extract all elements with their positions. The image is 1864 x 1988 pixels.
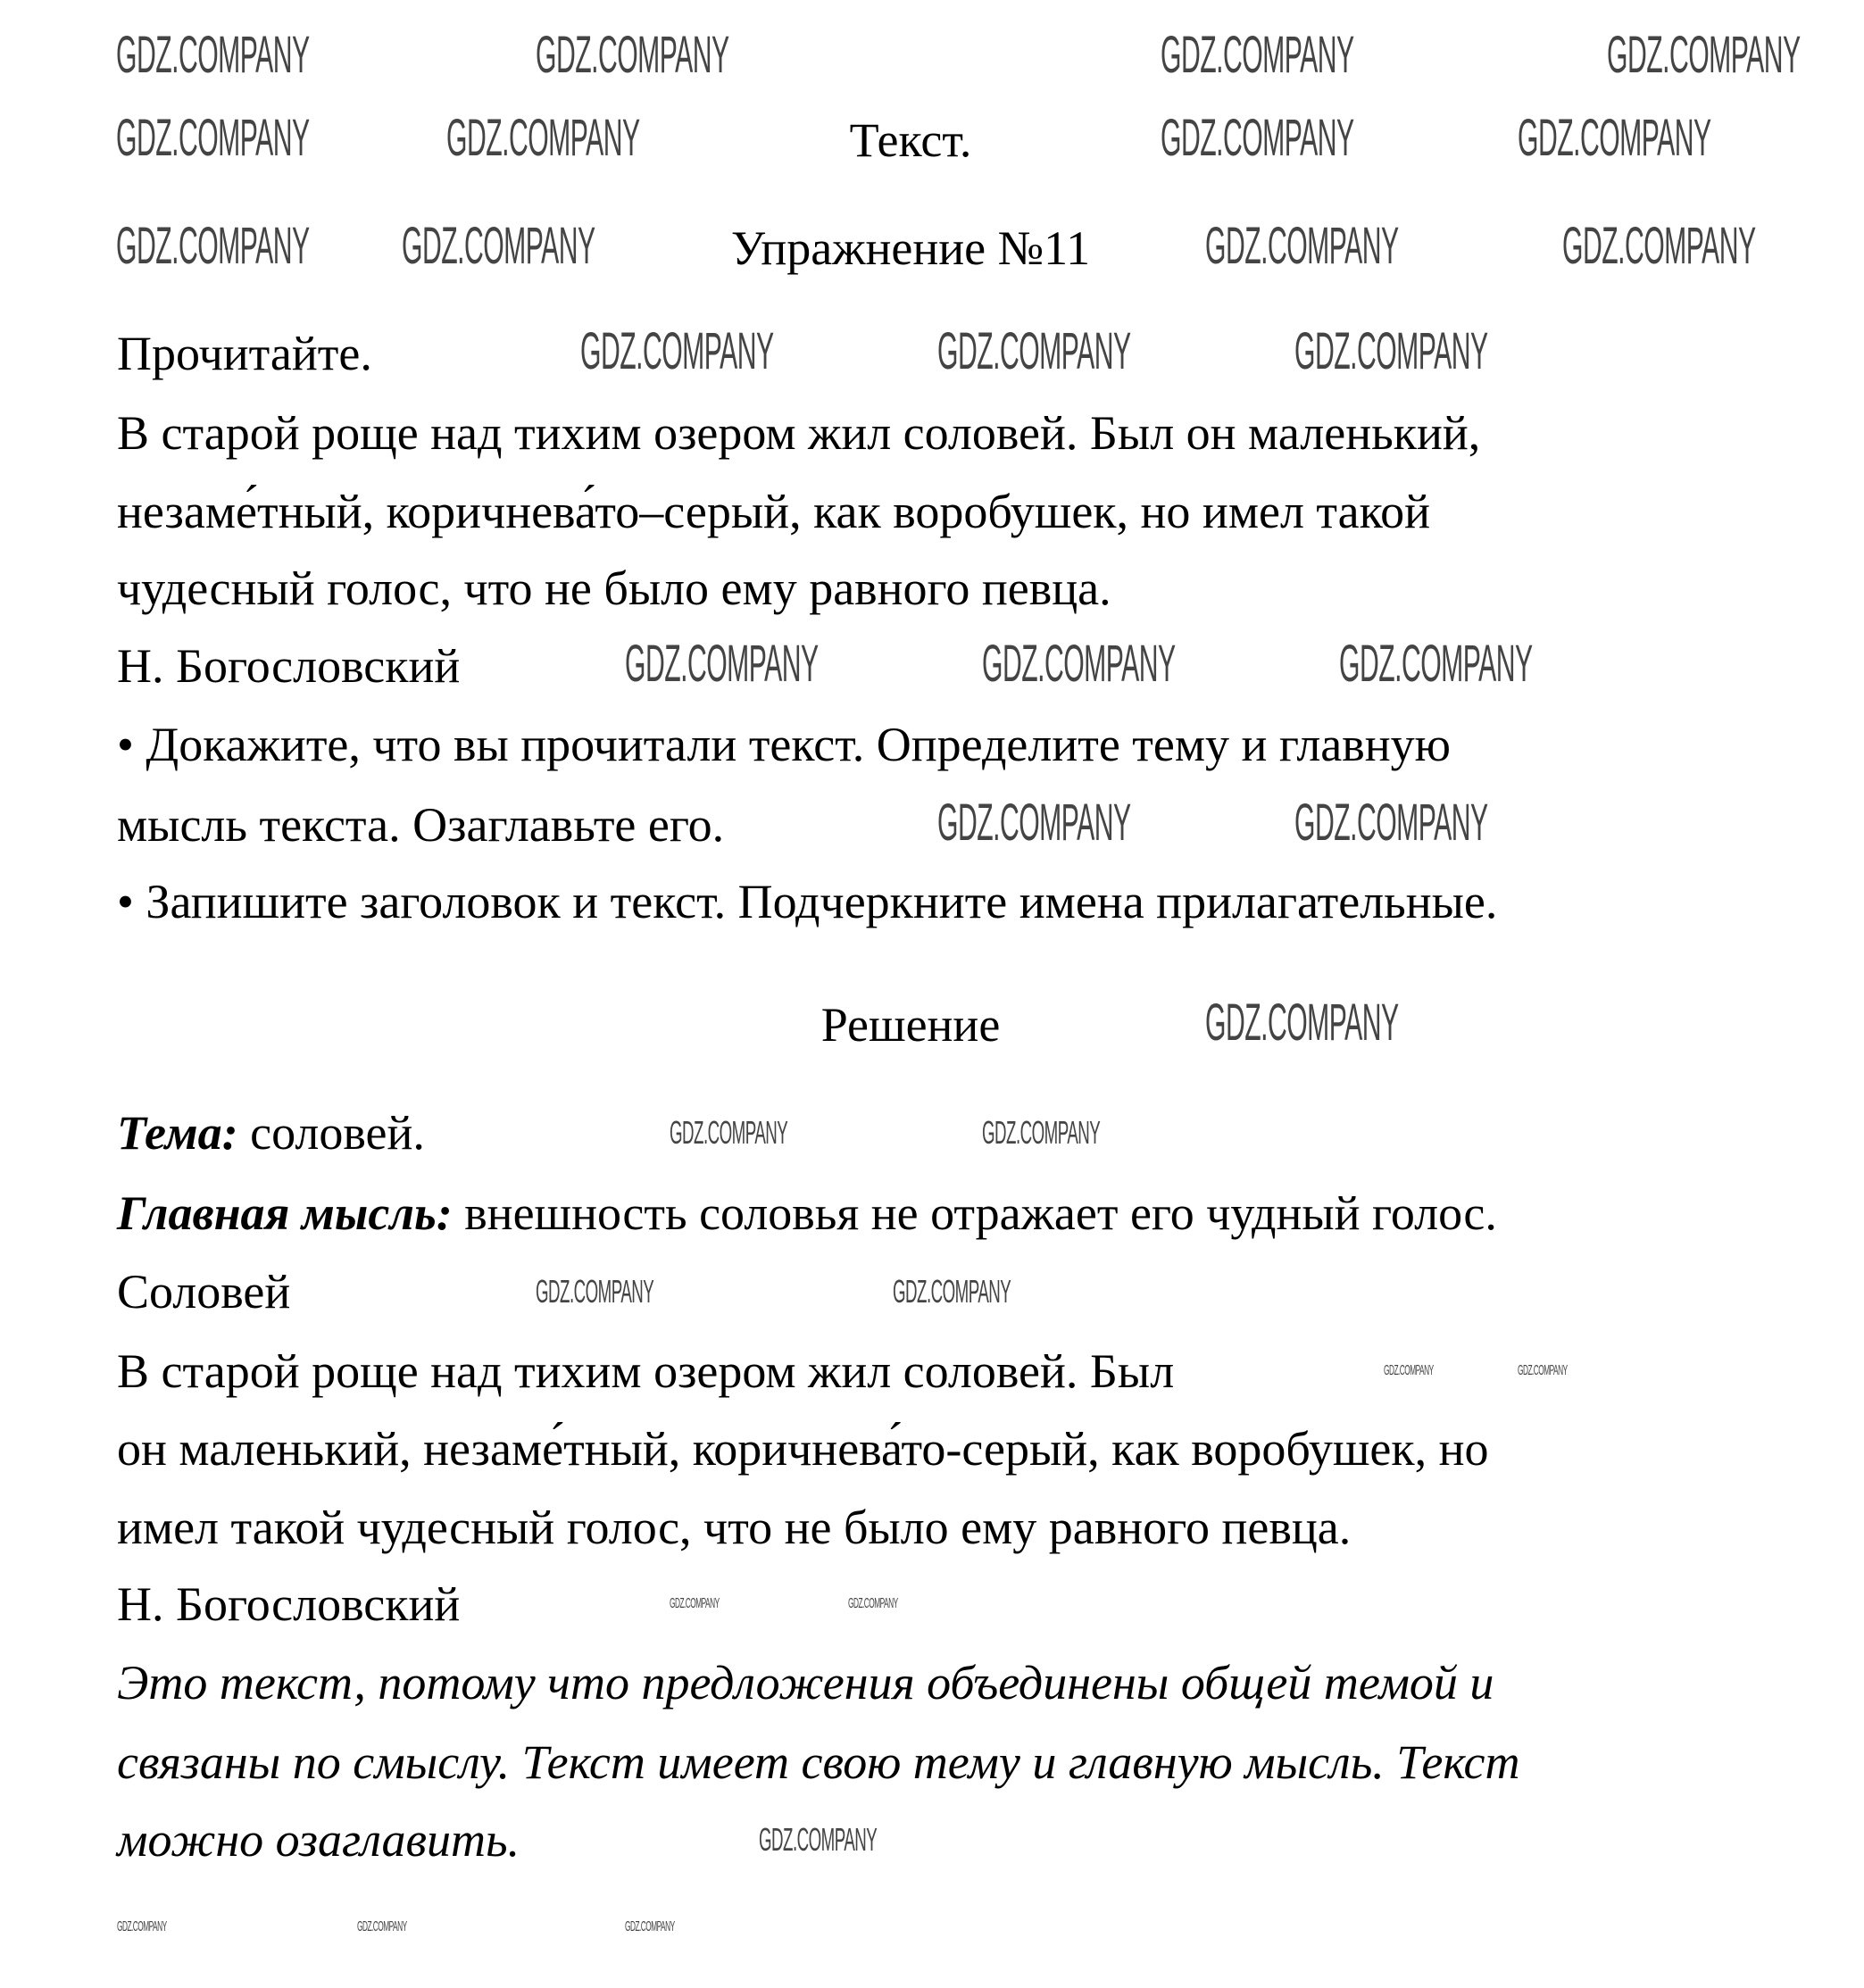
watermark: GDZ.COMPANY <box>848 1596 898 1611</box>
instruction: Прочитайте. <box>117 327 372 380</box>
watermark: GDZ.COMPANY <box>580 322 774 380</box>
theme-label: Тема: <box>117 1106 238 1160</box>
watermark: GDZ.COMPANY <box>1205 217 1399 275</box>
main-idea-label: Главная мысль: <box>117 1186 453 1240</box>
watermark: GDZ.COMPANY <box>1294 322 1488 380</box>
watermark: GDZ.COMPANY <box>625 635 819 693</box>
watermark: GDZ.COMPANY <box>357 1919 407 1934</box>
solution-text-line: имел такой чудесный голос, что не было ему равного певца. <box>117 1501 1352 1554</box>
task-text-line: незаме́тный, коричнева́то–серый, как воробушек, но имел такой <box>117 485 1431 538</box>
watermark: GDZ.COMPANY <box>116 26 310 84</box>
watermark: GDZ.COMPANY <box>937 794 1131 852</box>
watermark: GDZ.COMPANY <box>1339 635 1533 693</box>
watermark: GDZ.COMPANY <box>625 1919 675 1934</box>
explanation-line: связаны по смыслу. Текст имеет свою тему и главную мысль. Текст <box>117 1735 1520 1789</box>
watermark: GDZ.COMPANY <box>1294 794 1488 852</box>
main-idea-line <box>117 1186 1497 1240</box>
solution-author: Н. Богословский <box>117 1577 461 1631</box>
solution-text-line: он маленький, незаме́тный, коричнева́то-серый, как воробушек, но <box>117 1422 1489 1476</box>
explanation-line: можно озаглавить. <box>117 1813 520 1867</box>
watermark: GDZ.COMPANY <box>670 1114 788 1151</box>
watermark: GDZ.COMPANY <box>1161 109 1354 167</box>
question-line: • Запишите заголовок и текст. Подчеркните имена прилагательные. <box>117 875 1498 928</box>
watermark: GDZ.COMPANY <box>1607 26 1801 84</box>
watermark: GDZ.COMPANY <box>759 1821 878 1858</box>
watermark: GDZ.COMPANY <box>536 1273 654 1310</box>
question-line: • Докажите, что вы прочитали текст. Определите тему и главную <box>117 718 1451 771</box>
watermark: GDZ.COMPANY <box>982 1114 1101 1151</box>
watermark: GDZ.COMPANY <box>1518 1363 1568 1378</box>
text-title: Соловей <box>117 1265 291 1318</box>
watermark: GDZ.COMPANY <box>982 635 1176 693</box>
task-author: Н. Богословский <box>117 639 461 693</box>
watermark: GDZ.COMPANY <box>1205 994 1399 1052</box>
watermark: GDZ.COMPANY <box>1384 1363 1434 1378</box>
watermark: GDZ.COMPANY <box>536 26 729 84</box>
watermark: GDZ.COMPANY <box>1161 26 1354 84</box>
solution-heading: Решение <box>820 998 1001 1052</box>
watermark: GDZ.COMPANY <box>893 1273 1011 1310</box>
solution-text-line: В старой роще над тихим озером жил соловей. Был <box>117 1344 1175 1398</box>
watermark: GDZ.COMPANY <box>116 109 310 167</box>
main-idea-value: внешность соловья не отражает его чудный голос. <box>452 1186 1497 1240</box>
question-line: мысль текста. Озаглавьте его. <box>117 798 725 852</box>
watermark: GDZ.COMPANY <box>1562 217 1756 275</box>
exercise-heading: Упражнение №11 <box>730 221 1091 275</box>
watermark: GDZ.COMPANY <box>116 217 310 275</box>
theme-value: соловей. <box>237 1106 425 1160</box>
task-text-line: чудесный голос, что не было ему равного певца. <box>117 561 1111 615</box>
explanation-line: Это текст, потому что предложения объединены общей темой и <box>117 1656 1494 1709</box>
page-title: Текст. <box>849 113 972 167</box>
watermark: GDZ.COMPANY <box>670 1596 720 1611</box>
watermark: GDZ.COMPANY <box>402 217 595 275</box>
task-text-line: В старой роще над тихим озером жил соловей. Был он маленький, <box>117 406 1481 460</box>
watermark: GDZ.COMPANY <box>937 322 1131 380</box>
theme-line <box>117 1106 425 1160</box>
watermark: GDZ.COMPANY <box>446 109 640 167</box>
watermark: GDZ.COMPANY <box>117 1919 167 1934</box>
watermark: GDZ.COMPANY <box>1518 109 1711 167</box>
